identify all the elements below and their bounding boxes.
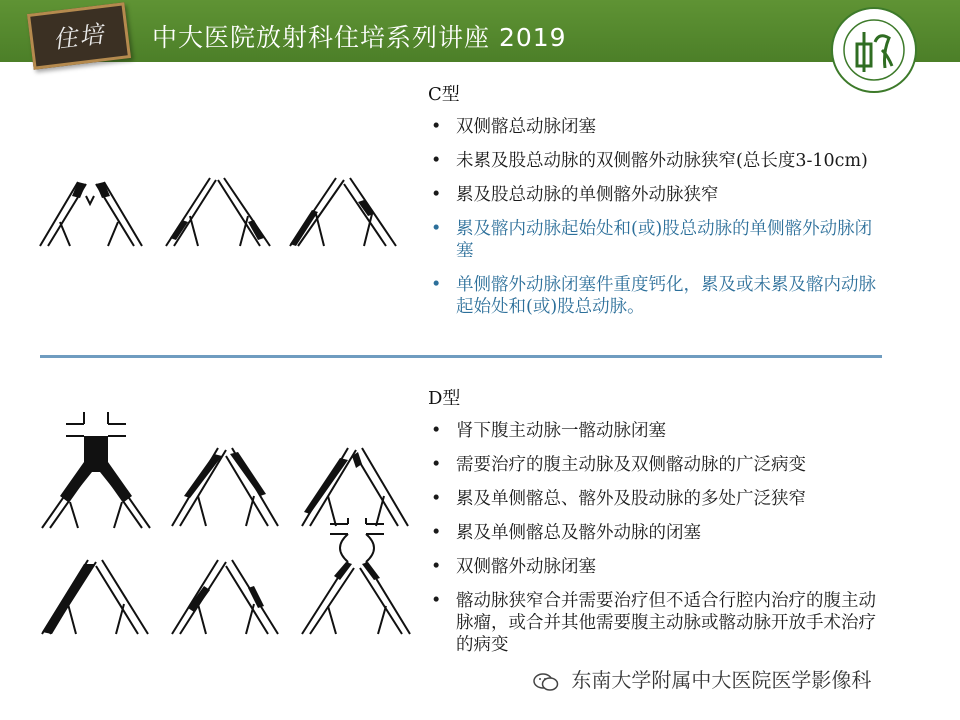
diagram-c3: [284, 170, 404, 250]
list-item: • 累及单侧髂总、髂外及股动脉的多处广泛狭窄: [428, 488, 888, 510]
list-item: • 需要治疗的腹主动脉及双侧髂动脉的广泛病变: [428, 454, 888, 476]
list-item: • 累及单侧髂总及髂外动脉的闭塞: [428, 522, 888, 544]
list-item: • 双侧髂总动脉闭塞: [428, 116, 888, 138]
section-divider: [40, 355, 882, 358]
diagram-c1: [36, 170, 156, 250]
diagram-c2: [160, 170, 280, 250]
header-bar: [0, 0, 960, 62]
section-d-list: [428, 420, 888, 668]
diagram-d2: [166, 440, 286, 530]
footer-credit: [533, 664, 871, 693]
diagram-d6: [296, 518, 416, 636]
section-c-title: C型: [428, 84, 460, 105]
diagram-d3: [296, 440, 416, 530]
section-c-list: [428, 116, 888, 330]
list-item: • 未累及股总动脉的双侧髂外动脉狭窄(总长度3-10cm): [428, 150, 888, 172]
diagram-d5: [166, 556, 286, 636]
residency-badge: [27, 2, 131, 70]
badge-text: 住培: [51, 19, 107, 55]
section-d-title: D型: [428, 388, 461, 409]
list-item: • 累及股总动脉的单侧髂外动脉狭窄: [428, 184, 888, 206]
footer-text: 东南大学附属中大医院医学影像科: [571, 668, 872, 692]
hospital-logo-icon: [830, 6, 918, 94]
list-item: • 单侧髂外动脉闭塞件重度钙化，累及或未累及髂内动脉起始处和(或)股总动脉。: [428, 274, 888, 318]
list-item: • 肾下腹主动脉一髂动脉闭塞: [428, 420, 888, 442]
list-item: • 累及髂内动脉起始处和(或)股总动脉的单侧髂外动脉闭塞: [428, 218, 888, 262]
list-item: • 髂动脉狭窄合并需要治疗但不适合行腔内治疗的腹主动脉瘤，或合并其他需要腹主动脉或髂动脉开放手术治疗的病变: [428, 590, 888, 656]
diagram-d4: [36, 556, 156, 636]
wechat-icon: [533, 672, 559, 692]
list-item: • 双侧髂外动脉闭塞: [428, 556, 888, 578]
diagram-d1: [36, 412, 156, 532]
page-title: 中大医院放射科住培系列讲座 2019: [152, 23, 567, 52]
